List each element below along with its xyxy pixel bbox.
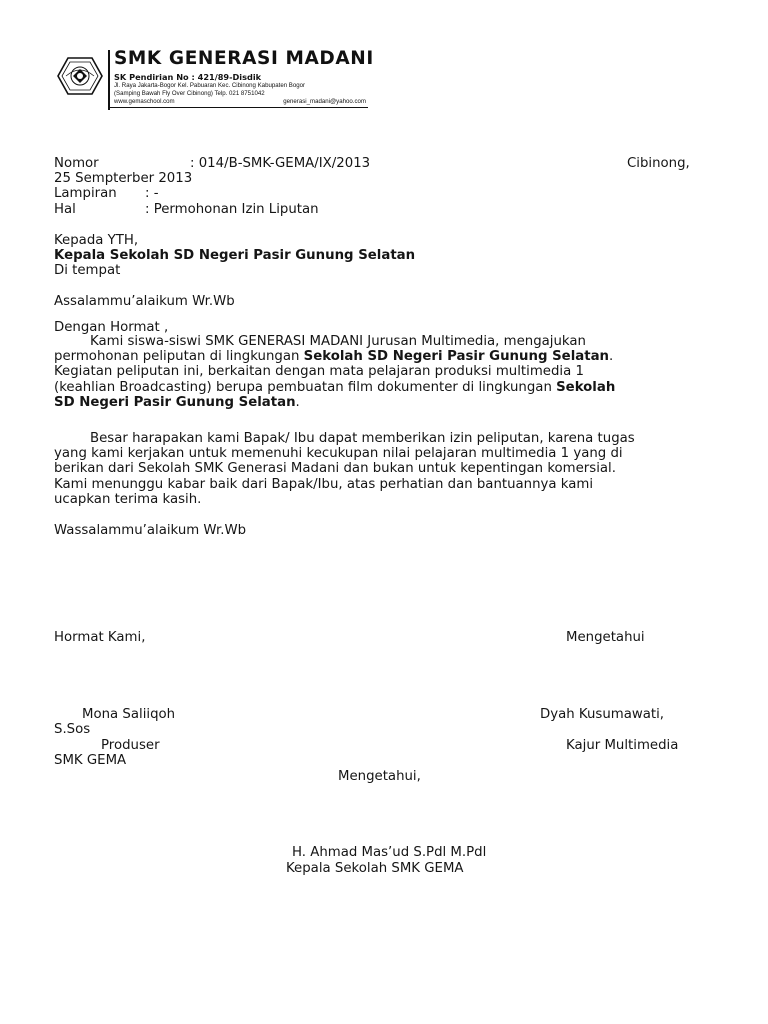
school-address bbox=[114, 82, 305, 99]
signature-left-role: Produser bbox=[101, 738, 160, 753]
letterhead bbox=[52, 48, 374, 112]
nomor-label: Nomor bbox=[54, 156, 99, 171]
school-email: generasi_madani@yahoo.com bbox=[283, 98, 366, 105]
paragraph2-line4: Kami menunggu kabar baik dari Bapak/Ibu, atas perhatian dan bantuannya kami bbox=[54, 477, 594, 492]
closing-greeting: Wassalammu’alaikum Wr.Wb bbox=[54, 523, 247, 538]
lampiran-value: : - bbox=[145, 186, 159, 201]
paragraph1-line4-text: (keahlian Broadcasting) berupa pembuatan film dokumenter di lingkungan bbox=[54, 380, 557, 395]
recipient-line2: Kepala Sekolah SD Negeri Pasir Gunung Selatan bbox=[54, 248, 416, 263]
signature-center-heading: Mengetahui, bbox=[338, 769, 421, 784]
paragraph2-line2: yang kami kerjakan untuk memenuhi kecukupan nilai pelajaran multimedia 1 yang di bbox=[54, 446, 623, 461]
paragraph2-line3: berikan dari Sekolah SMK Generasi Madani dan bukan untuk kepentingan komersial. bbox=[54, 461, 616, 476]
school-website: www.gemaschool.com bbox=[114, 98, 175, 105]
paragraph2-line1: Besar harapakan kami Bapak/ Ibu dapat memberikan izin peliputan, karena tugas bbox=[90, 431, 635, 446]
signature-left-heading: Hormat Kami, bbox=[54, 630, 146, 645]
school-logo-icon bbox=[54, 54, 106, 98]
lampiran-label: Lampiran bbox=[54, 186, 117, 201]
nomor-value: : 014/B-SMK-GEMA/IX/2013 bbox=[190, 156, 371, 171]
recipient-line3: Di tempat bbox=[54, 263, 121, 278]
recipient-line1: Kepada YTH, bbox=[54, 233, 139, 248]
paragraph1-line2-school: Sekolah SD Negeri Pasir Gunung Selatan bbox=[303, 349, 610, 364]
letter-place: Cibinong, bbox=[627, 156, 690, 171]
school-address-line1: Jl. Raya Jakarta-Bogor Kel. Pabuaran Kec. Cibinong Kabupaten Bogor bbox=[114, 82, 306, 89]
signature-right-name-title: S.Sos bbox=[54, 722, 91, 737]
school-name: SMK GENERASI MADANI bbox=[114, 48, 374, 69]
paragraph1-line5-school: SD Negeri Pasir Gunung Selatan bbox=[54, 395, 296, 410]
signature-left-name: Mona Saliiqoh bbox=[82, 707, 176, 722]
signature-center-name: H. Ahmad Mas’ud S.Pdl M.Pdl bbox=[292, 845, 487, 860]
paragraph1-line3: Kegiatan peliputan ini, berkaitan dengan mata pelajaran produksi multimedia 1 bbox=[54, 364, 584, 379]
signature-right-role-org: SMK GEMA bbox=[54, 753, 127, 768]
signature-right-heading: Mengetahui bbox=[566, 630, 645, 645]
paragraph1-line2 bbox=[54, 349, 613, 365]
letter-date: 25 Sempterber 2013 bbox=[54, 171, 193, 186]
school-address-line2: (Samping Bawah Fly Over Cibinong) Telp. 021 8751042 bbox=[114, 90, 265, 98]
paragraph1-line5-end: . bbox=[295, 395, 300, 410]
signature-center-role: Kepala Sekolah SMK GEMA bbox=[286, 861, 464, 876]
paragraph1-line1: Kami siswa-siswi SMK GENERASI MADANI Jurusan Multimedia, mengajukan bbox=[90, 334, 586, 349]
hal-label: Hal bbox=[54, 202, 76, 217]
paragraph1-line2-end: . bbox=[609, 349, 614, 364]
signature-right-role: Kajur Multimedia bbox=[566, 738, 679, 753]
paragraph1-line2-text: permohonan peliputan di lingkungan bbox=[54, 349, 304, 364]
hal-value: : Permohonan Izin Liputan bbox=[145, 202, 319, 217]
signature-right-name: Dyah Kusumawati, bbox=[540, 707, 665, 722]
paragraph1-line4-school: Sekolah bbox=[556, 380, 616, 395]
paragraph1-line4 bbox=[54, 380, 615, 396]
letterhead-divider bbox=[108, 50, 110, 110]
opening: Dengan Hormat , bbox=[54, 320, 169, 335]
school-sk-number: SK Pendirian No : 421/89-Disdik bbox=[114, 72, 262, 82]
paragraph2-line5: ucapkan terima kasih. bbox=[54, 492, 202, 507]
paragraph1-line5 bbox=[54, 395, 300, 411]
greeting: Assalammu’alaikum Wr.Wb bbox=[54, 294, 235, 309]
letterhead-rule bbox=[110, 107, 368, 108]
